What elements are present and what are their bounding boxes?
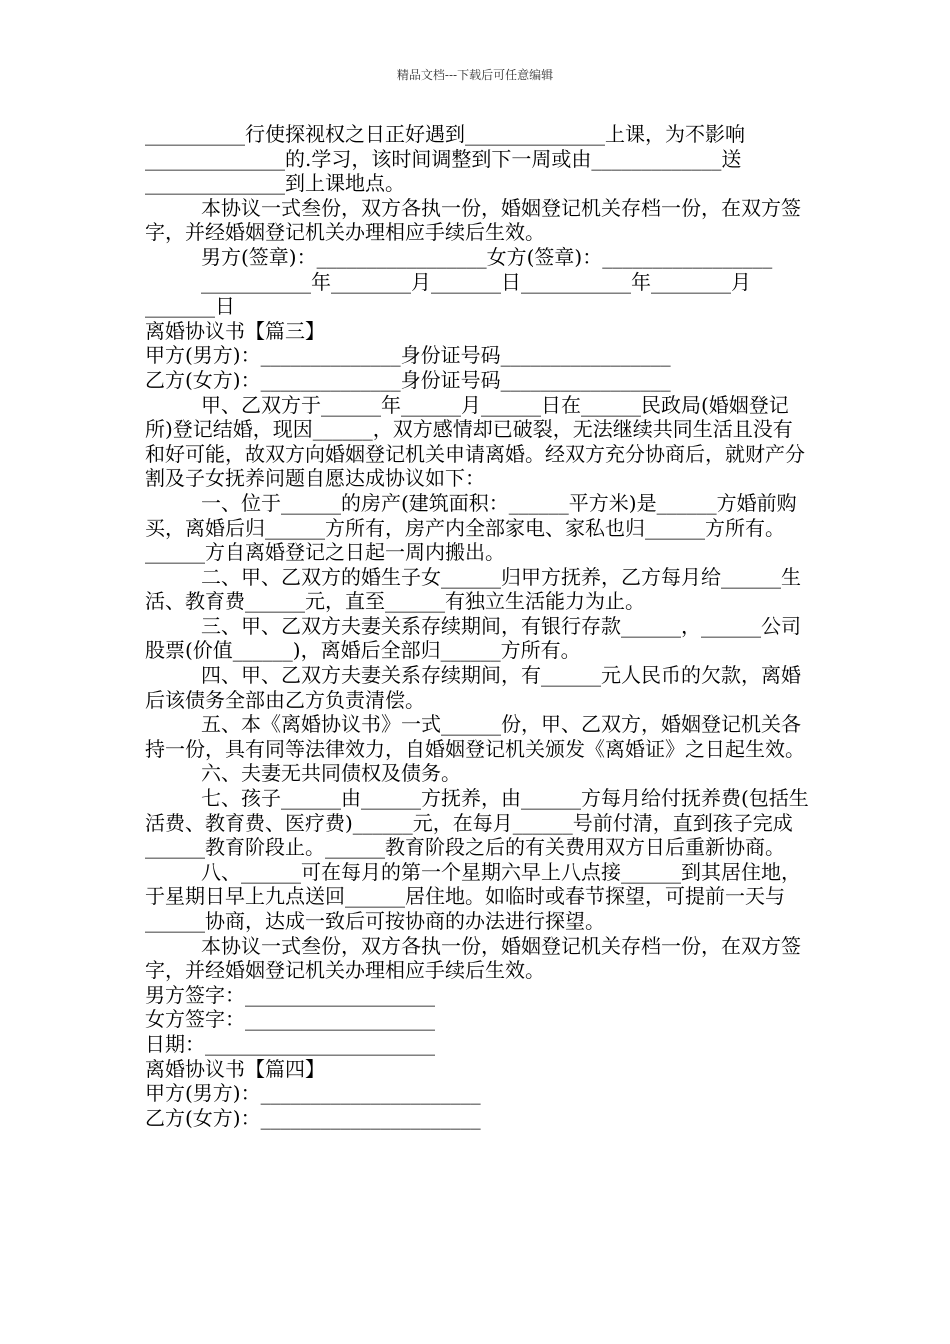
- clause-8: 八、______可在每月的第一个星期六早上八点接______到其居住地，于星期日早上九点送回______居住地。如临时或春节探望，可提前一天与______协商，达成一致后可按协商的办法进行探望。: [145, 859, 801, 933]
- clause-1: 一、位于______的房产(建筑面积：______平方米)是______方婚前购买，离婚后归______方所有，房产内全部家电、家私也归______方所有。______方自离婚登记之日起一周内搬出。: [145, 490, 797, 565]
- party-a-line-part4: 甲方(男方)：______________________: [145, 1081, 481, 1106]
- clause-3: 三、甲、乙双方夫妻关系存续期间，有银行存款______，______公司股票(价值______)，离婚后全部归______方所有。: [145, 613, 801, 663]
- party-b-line-part4: 乙方(女方)：______________________: [145, 1105, 481, 1130]
- clause-5: 五、本《离婚协议书》一式______份，甲、乙双方，婚姻登记机关各持一份，具有同等法律效力，自婚姻登记机关颁发《离婚证》之日起生效。: [145, 712, 805, 761]
- page-header: 精品文档---下载后可任意编辑: [396, 68, 554, 82]
- party-a-line: 甲方(男方)：______________身份证号码_________________: [145, 343, 671, 368]
- party-b-line: 乙方(女方)：______________身份证号码_________________: [145, 367, 671, 392]
- male-signature: 男方签字：___________________: [145, 982, 435, 1007]
- clause-6: 六、夫妻无共同债权及债务。: [201, 761, 461, 786]
- date-line: ___________年________月_______日___________年________月_______日: [145, 269, 751, 319]
- clause-7: 七、孩子______由______方抚养，由______方每月给付抚养费(包括生活费、教育费、医疗费)______元，在每月______号前付清，直到孩子完成______教育阶段止。______教育阶段之后的有关费用双方日后重新协商。: [145, 786, 809, 860]
- date-signature: 日期：_______________________: [145, 1031, 435, 1056]
- section-title-part4: 离婚协议书【篇四】: [145, 1056, 325, 1081]
- clause-2: 二、甲、乙双方的婚生子女______归甲方抚养，乙方每月给______生活、教育费______元，直至______有独立生活能力为止。: [145, 564, 801, 614]
- clause-4: 四、甲、乙双方夫妻关系存续期间，有______元人民币的欠款，离婚后该债务全部由乙方负责清偿。: [145, 663, 801, 712]
- paragraph-visitation-end: __________行使探视权之日正好遇到______________上课，为不影响______________的.学习，该时间调整到下一周或由_____________送______________到上课地点。: [145, 122, 745, 196]
- signature-line: 男方(签章)：_________________女方(签章)：_________________: [201, 244, 773, 269]
- section-title-part3: 离婚协议书【篇三】: [145, 318, 325, 343]
- document-body: [145, 122, 810, 1130]
- paragraph-copies-note: 本协议一式叁份，双方各执一份，婚姻登记机关存档一份，在双方签字，并经婚姻登记机关办理相应手续后生效。: [145, 195, 801, 245]
- paragraph-intro: 甲、乙双方于______年______月______日在______民政局(婚姻登记所)登记结婚，现因______，双方感情却已破裂，无法继续共同生活且没有和好可能，故双方向婚姻登记机关申请离婚。经双方充分协商后，就财产分割及子女抚养问题自愿达成协议如下：: [145, 392, 805, 491]
- paragraph-copies-note-2: 本协议一式叁份，双方各执一份，婚姻登记机关存档一份，在双方签字，并经婚姻登记机关办理相应手续后生效。: [145, 933, 801, 983]
- female-signature: 女方签字：___________________: [145, 1007, 435, 1032]
